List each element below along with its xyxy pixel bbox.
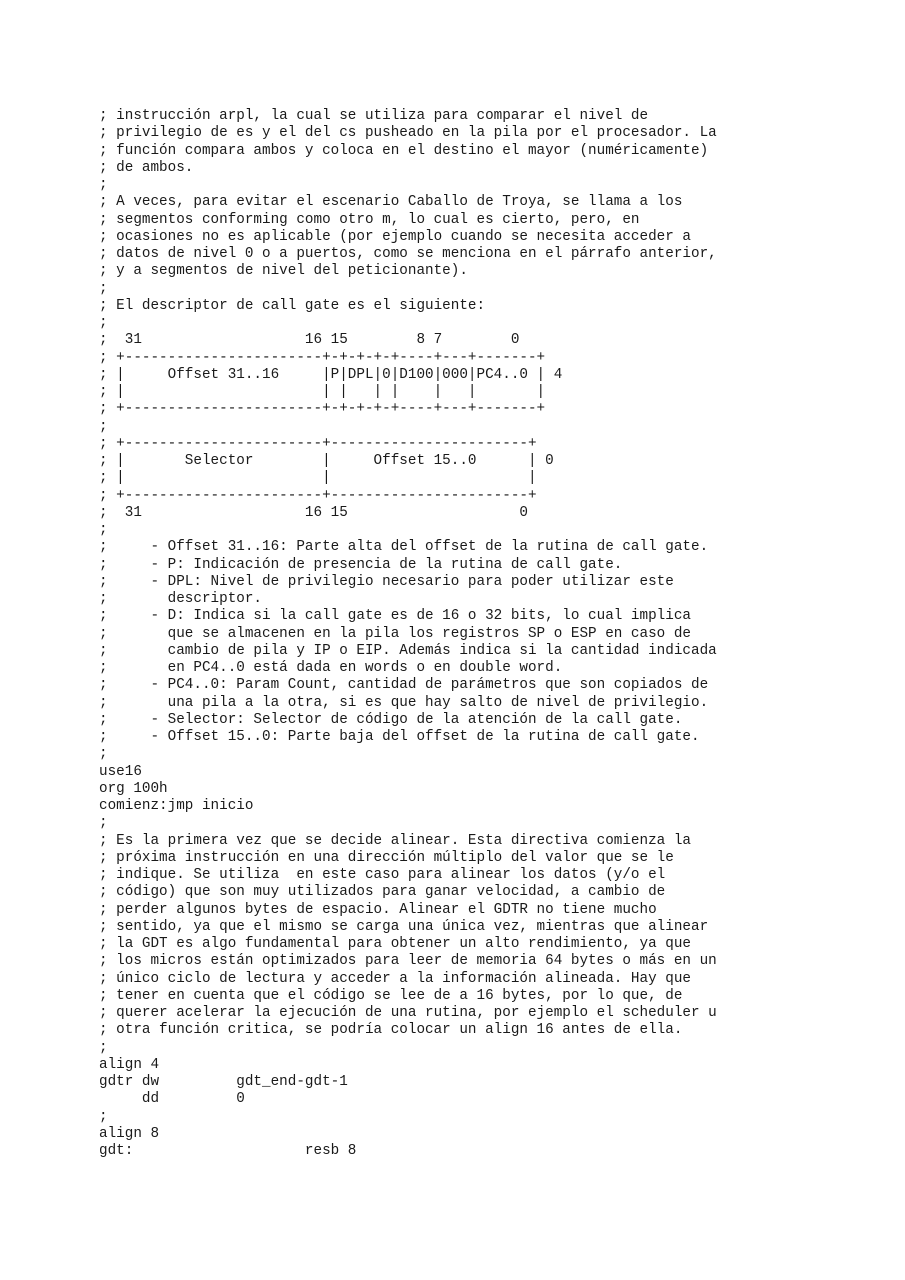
descriptor-diagram-line: ; 31 16 15 0 [99, 504, 528, 521]
code-listing [99, 108, 889, 1160]
comment-line: ; código) que son muy utilizados para ganar velocidad, a cambio de [99, 884, 666, 901]
code-line: ; y a segmentos de nivel del peticionante). [99, 263, 468, 280]
field-description-line: ; - D: Indica si la call gate es de 16 o 32 bits, lo cual implica [99, 608, 691, 625]
field-description-line: ; - Selector: Selector de código de la atención de la call gate. [99, 711, 683, 728]
assembly-directive: align 8 [99, 1125, 160, 1142]
descriptor-diagram-line: ; | | | | | | | | [99, 384, 546, 400]
field-description-line: ; una pila a la otra, si es que hay salto de nivel de privilegio. [99, 694, 709, 711]
assembly-data-definition: gdtr dw gdt_end-gdt-1 [99, 1074, 348, 1090]
code-line: ; [99, 1108, 108, 1125]
descriptor-diagram-line: ; +-----------------------+-+-+-+-+----+---+-------+ [99, 349, 546, 366]
field-description-line: ; cambio de pila y IP o EIP. Además indica si la cantidad indicada [99, 642, 717, 659]
descriptor-diagram-line: ; +-----------------------+-----------------------+ [99, 435, 537, 452]
assembly-instruction: comienz:jmp inicio [99, 798, 254, 814]
code-line: ; datos de nivel 0 o a puertos, como se menciona en el párrafo anterior, [99, 246, 717, 262]
code-line: ; A veces, para evitar el escenario Caballo de Troya, se llama a los [99, 194, 683, 211]
code-line: ; El descriptor de call gate es el siguiente: [99, 297, 486, 314]
code-line: ; [99, 522, 108, 538]
field-description-line: ; - PC4..0: Param Count, cantidad de parámetros que son copiados de [99, 677, 709, 694]
code-line: ; privilegio de es y el del cs pusheado en la pila por el procesador. La [99, 125, 717, 142]
descriptor-diagram-line: ; +-----------------------+-----------------------+ [99, 487, 537, 504]
comment-line: ; perder algunos bytes de espacio. Alinear el GDTR no tiene mucho [99, 901, 657, 918]
comment-line: ; tener en cuenta que el código se lee de a 16 bytes, por lo que, de [99, 987, 683, 1004]
field-description-line: ; - P: Indicación de presencia de la rutina de call gate. [99, 556, 623, 573]
comment-line: ; querer acelerar la ejecución de una rutina, por ejemplo el scheduler u [99, 1005, 717, 1021]
code-line: ; de ambos. [99, 159, 194, 176]
code-line: ; ocasiones no es aplicable (por ejemplo cuando se necesita acceder a [99, 228, 691, 245]
descriptor-diagram-line: ; | | | [99, 470, 537, 487]
code-line: ; [99, 177, 108, 193]
descriptor-diagram-line: ; | Selector | Offset 15..0 | 0 [99, 453, 554, 469]
comment-line: ; próxima instrucción en una dirección múltiplo del valor que se le [99, 849, 674, 866]
comment-line: ; Es la primera vez que se decide alinear. Esta directiva comienza la [99, 832, 691, 849]
code-line: ; instrucción arpl, la cual se utiliza para comparar el nivel de [99, 108, 649, 124]
descriptor-diagram-line: ; 31 16 15 8 7 0 [99, 332, 520, 349]
assembly-data-definition: gdt: resb 8 [99, 1143, 357, 1159]
descriptor-diagram-line: ; | Offset 31..16 |P|DPL|0|D100|000|PC4..0 | 4 [99, 366, 563, 383]
comment-line: ; otra función critica, se podría colocar un align 16 antes de ella. [99, 1022, 683, 1039]
descriptor-diagram-line: ; [99, 418, 108, 435]
code-line: ; [99, 1039, 108, 1056]
code-line: ; [99, 746, 108, 763]
comment-line: ; sentido, ya que el mismo se carga una única vez, mientras que alinear [99, 918, 709, 935]
assembly-directive: use16 [99, 763, 142, 780]
field-description-line: ; - Offset 15..0: Parte baja del offset de la rutina de call gate. [99, 729, 700, 745]
code-line: ; segmentos conforming como otro m, lo cual es cierto, pero, en [99, 211, 640, 228]
comment-line: ; los micros están optimizados para leer de memoria 64 bytes o más en un [99, 953, 717, 970]
comment-line: ; la GDT es algo fundamental para obtener un alto rendimiento, ya que [99, 936, 691, 952]
comment-line: ; indique. Se utiliza en este caso para alinear los datos (y/o el [99, 867, 666, 883]
comment-line: ; único ciclo de lectura y acceder a la información alineada. Hay que [99, 970, 691, 987]
field-description-line: ; descriptor. [99, 591, 263, 607]
assembly-directive: align 4 [99, 1056, 160, 1073]
code-line: ; [99, 315, 108, 331]
code-line: ; [99, 280, 108, 297]
assembly-directive: org 100h [99, 780, 168, 797]
field-description-line: ; en PC4..0 está dada en words o en double word. [99, 660, 563, 676]
code-line: ; función compara ambos y coloca en el destino el mayor (numéricamente) [99, 142, 709, 159]
code-line: ; [99, 815, 108, 832]
assembly-data-definition: dd 0 [99, 1091, 245, 1108]
descriptor-diagram-line: ; +-----------------------+-+-+-+-+----+---+-------+ [99, 401, 546, 418]
field-description-line: ; que se almacenen en la pila los registros SP o ESP en caso de [99, 625, 691, 642]
field-description-line: ; - Offset 31..16: Parte alta del offset de la rutina de call gate. [99, 539, 709, 556]
field-description-line: ; - DPL: Nivel de privilegio necesario para poder utilizar este [99, 573, 674, 590]
